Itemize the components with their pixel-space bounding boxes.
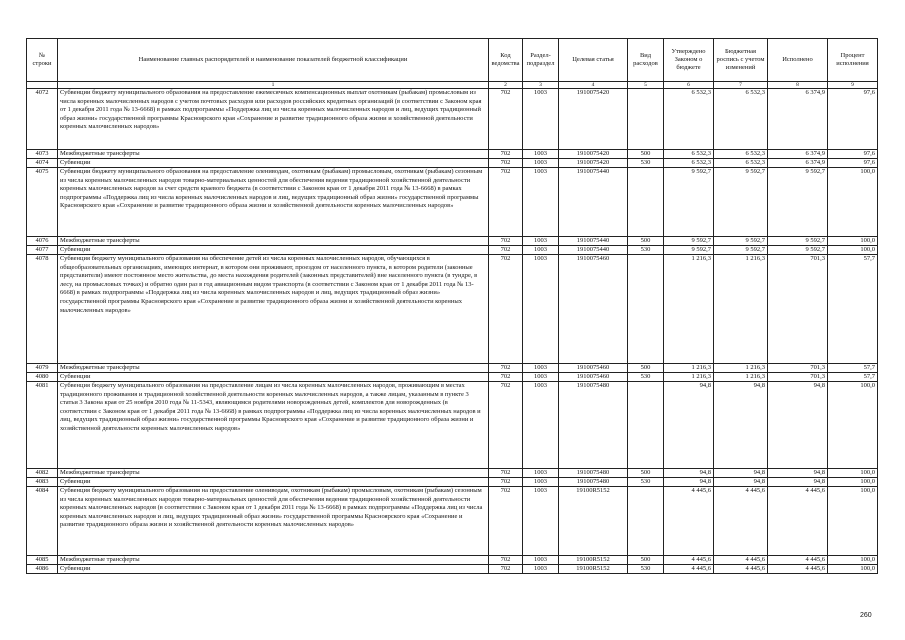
- row-number-cell: 4079: [27, 364, 58, 373]
- approved-amount-cell: 6 532,3: [664, 89, 714, 150]
- percent-cell: 100,0: [828, 382, 878, 469]
- department-code-cell: 702: [489, 556, 523, 565]
- table-row: [27, 89, 878, 150]
- department-code-cell: 702: [489, 364, 523, 373]
- percent-cell: 97,6: [828, 89, 878, 150]
- section-cell: 1003: [523, 565, 559, 574]
- approved-amount-cell: 4 445,6: [664, 565, 714, 574]
- row-name-cell: Межбюджетные трансферты: [58, 237, 489, 246]
- header-row: [27, 39, 878, 82]
- executed-amount-cell: 4 445,6: [768, 556, 828, 565]
- expense-type-cell: 500: [628, 237, 664, 246]
- budget-schedule-cell: 4 445,6: [714, 556, 768, 565]
- section-cell: 1003: [523, 556, 559, 565]
- target-article-cell: 1910075480: [559, 382, 628, 469]
- approved-amount-cell: 4 445,6: [664, 487, 714, 556]
- expense-type-cell: 530: [628, 565, 664, 574]
- column-header-expense-type: Вид расходов: [628, 39, 664, 82]
- department-code-cell: 702: [489, 469, 523, 478]
- budget-schedule-cell: 1 216,3: [714, 364, 768, 373]
- expense-type-cell: [628, 255, 664, 364]
- section-cell: 1003: [523, 89, 559, 150]
- section-cell: 1003: [523, 159, 559, 168]
- table-row: [27, 373, 878, 382]
- row-number-cell: 4080: [27, 373, 58, 382]
- target-article-cell: 1910075480: [559, 478, 628, 487]
- approved-amount-cell: 6 532,3: [664, 159, 714, 168]
- table-row: [27, 478, 878, 487]
- target-article-cell: 19100R5152: [559, 556, 628, 565]
- column-number: 2: [489, 82, 523, 89]
- row-name-cell: Субвенции: [58, 159, 489, 168]
- approved-amount-cell: 6 532,3: [664, 150, 714, 159]
- expense-type-cell: 530: [628, 478, 664, 487]
- column-header-target-article: Целевая статья: [559, 39, 628, 82]
- section-cell: 1003: [523, 364, 559, 373]
- row-number-cell: 4081: [27, 382, 58, 469]
- department-code-cell: 702: [489, 373, 523, 382]
- percent-cell: 100,0: [828, 168, 878, 237]
- department-code-cell: 702: [489, 89, 523, 150]
- percent-cell: 100,0: [828, 565, 878, 574]
- executed-amount-cell: 94,8: [768, 478, 828, 487]
- executed-amount-cell: 94,8: [768, 469, 828, 478]
- approved-amount-cell: 9 592,7: [664, 237, 714, 246]
- department-code-cell: 702: [489, 246, 523, 255]
- percent-cell: 100,0: [828, 487, 878, 556]
- column-number: [27, 82, 58, 89]
- percent-cell: 57,7: [828, 373, 878, 382]
- column-header-department-code: Код ведомства: [489, 39, 523, 82]
- column-number: 9: [828, 82, 878, 89]
- row-number-cell: 4086: [27, 565, 58, 574]
- expense-type-cell: 530: [628, 159, 664, 168]
- column-number-row: [27, 82, 878, 89]
- expense-type-cell: 500: [628, 150, 664, 159]
- row-name-cell: Межбюджетные трансферты: [58, 469, 489, 478]
- table-row: [27, 168, 878, 237]
- percent-cell: 100,0: [828, 246, 878, 255]
- section-cell: 1003: [523, 469, 559, 478]
- table-row: [27, 150, 878, 159]
- table-row: [27, 159, 878, 168]
- row-name-cell: Субвенции: [58, 478, 489, 487]
- column-header-executed: Исполнено: [768, 39, 828, 82]
- expense-type-cell: [628, 89, 664, 150]
- expense-type-cell: 500: [628, 556, 664, 565]
- executed-amount-cell: 701,3: [768, 364, 828, 373]
- row-number-cell: 4083: [27, 478, 58, 487]
- target-article-cell: 1910075420: [559, 150, 628, 159]
- budget-schedule-cell: 6 532,3: [714, 89, 768, 150]
- percent-cell: 57,7: [828, 364, 878, 373]
- budget-schedule-cell: 94,8: [714, 382, 768, 469]
- table-row: [27, 469, 878, 478]
- table-row: [27, 364, 878, 373]
- budget-schedule-cell: 1 216,3: [714, 373, 768, 382]
- section-cell: 1003: [523, 478, 559, 487]
- row-number-cell: 4077: [27, 246, 58, 255]
- row-name-cell: Субвенция бюджету муниципального образования на обеспечение детей из числа коренных малочисленных народов, обучающихся в общеобразовательных организациях, имеющих интернат, в котором они проживают, проездом от населенного пункта, в котором родители (законные представители) имеют постоянное место жительства, до места нахождения родителей (законных представителей) вне населенного пункта (в тундре, в лесу, на промысловых точках) и обратно один раз в год авиационным видом транспорта (в соответствии с Законом края от 1 декабря 2011 года № 13-6668) в рамках подпрограммы «Поддержка лиц из числа коренных малочисленных народов и лиц, ведущих традиционный образ жизни» государственной программы Красноярского края «Сохранение и развитие традиционного образа жизни и хозяйственной деятельности коренных малочисленных народов»: [58, 255, 489, 364]
- row-name-cell: Межбюджетные трансферты: [58, 556, 489, 565]
- budget-schedule-cell: 94,8: [714, 478, 768, 487]
- section-cell: 1003: [523, 237, 559, 246]
- percent-cell: 100,0: [828, 237, 878, 246]
- target-article-cell: 1910075460: [559, 373, 628, 382]
- executed-amount-cell: 94,8: [768, 382, 828, 469]
- row-number-cell: 4085: [27, 556, 58, 565]
- percent-cell: 100,0: [828, 478, 878, 487]
- budget-schedule-cell: 9 592,7: [714, 246, 768, 255]
- executed-amount-cell: 701,3: [768, 255, 828, 364]
- row-name-cell: Субвенция бюджету муниципального образования на предоставление лицам из числа коренных малочисленных народов, проживающим в местах традиционного проживания и традиционной хозяйственной деятельности коренных малочисленных народов, а также лицам, указанным в пункте 3 статьи 3 Закона края от 25 ноября 2010 года № 11-5343, являющимся родителями новорожденных детей, комплектов для новорожденных (в соответствии с Законом края от 1 декабря 2011 года № 13-6668) в рамках подпрограммы «Поддержка лиц из числа коренных малочисленных народов и лиц, ведущих традиционный образ жизни» государственной программы Красноярского края «Сохранение и развитие традиционного образа жизни и хозяйственной деятельности коренных малочисленных народов»: [58, 382, 489, 469]
- expense-type-cell: 500: [628, 364, 664, 373]
- budget-schedule-cell: 6 532,3: [714, 159, 768, 168]
- column-number: 8: [768, 82, 828, 89]
- row-number-cell: 4076: [27, 237, 58, 246]
- column-number: 1: [58, 82, 489, 89]
- row-name-cell: Межбюджетные трансферты: [58, 150, 489, 159]
- section-cell: 1003: [523, 487, 559, 556]
- row-number-cell: 4078: [27, 255, 58, 364]
- table-row: [27, 565, 878, 574]
- executed-amount-cell: 6 374,9: [768, 89, 828, 150]
- department-code-cell: 702: [489, 159, 523, 168]
- approved-amount-cell: 9 592,7: [664, 168, 714, 237]
- section-cell: 1003: [523, 382, 559, 469]
- column-header-budget-schedule: Бюджетная роспись с учетом изменений: [714, 39, 768, 82]
- approved-amount-cell: 4 445,6: [664, 556, 714, 565]
- budget-schedule-cell: 4 445,6: [714, 565, 768, 574]
- target-article-cell: 1910075480: [559, 469, 628, 478]
- target-article-cell: 1910075440: [559, 246, 628, 255]
- expense-type-cell: [628, 382, 664, 469]
- approved-amount-cell: 1 216,3: [664, 255, 714, 364]
- budget-schedule-cell: 1 216,3: [714, 255, 768, 364]
- department-code-cell: 702: [489, 255, 523, 364]
- approved-amount-cell: 9 592,7: [664, 246, 714, 255]
- percent-cell: 97,6: [828, 150, 878, 159]
- row-number-cell: 4073: [27, 150, 58, 159]
- section-cell: 1003: [523, 373, 559, 382]
- table-row: [27, 382, 878, 469]
- approved-amount-cell: 94,8: [664, 478, 714, 487]
- executed-amount-cell: 6 374,9: [768, 150, 828, 159]
- expense-type-cell: [628, 487, 664, 556]
- budget-schedule-cell: 9 592,7: [714, 237, 768, 246]
- table-row: [27, 487, 878, 556]
- table-row: [27, 237, 878, 246]
- row-number-cell: 4084: [27, 487, 58, 556]
- column-number: 6: [664, 82, 714, 89]
- executed-amount-cell: 701,3: [768, 373, 828, 382]
- percent-cell: 100,0: [828, 469, 878, 478]
- column-header-row-number: № строки: [27, 39, 58, 82]
- executed-amount-cell: 4 445,6: [768, 565, 828, 574]
- table-row: [27, 246, 878, 255]
- expense-type-cell: 500: [628, 469, 664, 478]
- budget-schedule-cell: 4 445,6: [714, 487, 768, 556]
- section-cell: 1003: [523, 150, 559, 159]
- column-header-percent: Процент исполнения: [828, 39, 878, 82]
- column-header-name: Наименование главных распорядителей и наименование показателей бюджетной классификации: [58, 39, 489, 82]
- percent-cell: 100,0: [828, 556, 878, 565]
- target-article-cell: 1910075420: [559, 89, 628, 150]
- column-number: 3: [523, 82, 559, 89]
- department-code-cell: 702: [489, 382, 523, 469]
- row-name-cell: Субвенции бюджету муниципального образования на предоставление ежемесячных компенсационных выплат охотникам (рыбакам) промысловым из числа коренных малочисленных народов с учетом почтовых расходов или расходов российских кредитных организаций (в соответствии с Законом края от 1 декабря 2011 года № 13-6668) в рамках подпрограммы «Поддержка лиц из числа коренных малочисленных народов и лиц, ведущих традиционный образ жизни» государственной программы Красноярского края «Сохранение и развитие традиционного образа жизни и хозяйственной деятельности коренных малочисленных народов»: [58, 89, 489, 150]
- row-name-cell: Субвенции бюджету муниципального образования на предоставление олениводам, охотникам (рыбакам) промысловым, охотникам (рыбакам) сезонным из числа коренных малочисленных народов товарно-материальных ценностей для обеспечения ведения традиционной хозяйственной деятельности коренных малочисленных народов за счет средств краевого бюджета (в соответствии с Законом края от 1 декабря 2011 года № 13-6668) в рамках подпрограммы «Поддержка лиц из числа коренных малочисленных народов и лиц, ведущих традиционный образ жизни» государственной программы Красноярского края «Сохранение и развитие традиционного образа жизни и хозяйственной деятельности коренных малочисленных народов»: [58, 168, 489, 237]
- approved-amount-cell: 1 216,3: [664, 373, 714, 382]
- department-code-cell: 702: [489, 168, 523, 237]
- budget-table: [26, 38, 878, 574]
- percent-cell: 57,7: [828, 255, 878, 364]
- executed-amount-cell: 9 592,7: [768, 237, 828, 246]
- section-cell: 1003: [523, 168, 559, 237]
- target-article-cell: 1910075460: [559, 364, 628, 373]
- budget-schedule-cell: 9 592,7: [714, 168, 768, 237]
- table-body: [27, 89, 878, 574]
- row-name-cell: Субвенции: [58, 565, 489, 574]
- approved-amount-cell: 94,8: [664, 469, 714, 478]
- row-name-cell: Межбюджетные трансферты: [58, 364, 489, 373]
- budget-schedule-cell: 94,8: [714, 469, 768, 478]
- budget-schedule-cell: 6 532,3: [714, 150, 768, 159]
- row-number-cell: 4082: [27, 469, 58, 478]
- table-row: [27, 255, 878, 364]
- percent-cell: 97,6: [828, 159, 878, 168]
- executed-amount-cell: 9 592,7: [768, 168, 828, 237]
- row-number-cell: 4075: [27, 168, 58, 237]
- department-code-cell: 702: [489, 487, 523, 556]
- column-number: 5: [628, 82, 664, 89]
- department-code-cell: 702: [489, 150, 523, 159]
- department-code-cell: 702: [489, 237, 523, 246]
- row-number-cell: 4074: [27, 159, 58, 168]
- row-name-cell: Субвенция бюджету муниципального образования на предоставление олениводам, охотникам (рыбакам) промысловым, охотникам (рыбакам) сезонным из числа коренных малочисленных народов товарно-материальных ценностей для обеспечения ведения традиционной хозяйственной деятельности коренных малочисленных народов (в соответствии с Законом края от 1 декабря 2011 года № 13-6668) в рамках подпрограммы «Поддержка лиц из числа коренных малочисленных народов и лиц, ведущих традиционный образ жизни» государственной программы Красноярского края «Сохранение и развитие традиционного образа жизни и хозяйственной деятельности коренных малочисленных народов»: [58, 487, 489, 556]
- expense-type-cell: [628, 168, 664, 237]
- section-cell: 1003: [523, 255, 559, 364]
- target-article-cell: 1910075440: [559, 168, 628, 237]
- expense-type-cell: 530: [628, 246, 664, 255]
- target-article-cell: 1910075440: [559, 237, 628, 246]
- executed-amount-cell: 6 374,9: [768, 159, 828, 168]
- row-name-cell: Субвенции: [58, 246, 489, 255]
- column-number: 4: [559, 82, 628, 89]
- department-code-cell: 702: [489, 478, 523, 487]
- target-article-cell: 19100R5152: [559, 565, 628, 574]
- target-article-cell: 1910075420: [559, 159, 628, 168]
- executed-amount-cell: 9 592,7: [768, 246, 828, 255]
- table-row: [27, 556, 878, 565]
- column-header-approved: Утверждено Законом о бюджете: [664, 39, 714, 82]
- department-code-cell: 702: [489, 565, 523, 574]
- target-article-cell: 1910075460: [559, 255, 628, 364]
- column-header-section: Раздел-подраздел: [523, 39, 559, 82]
- column-number: 7: [714, 82, 768, 89]
- row-number-cell: 4072: [27, 89, 58, 150]
- section-cell: 1003: [523, 246, 559, 255]
- executed-amount-cell: 4 445,6: [768, 487, 828, 556]
- target-article-cell: 19100R5152: [559, 487, 628, 556]
- approved-amount-cell: 1 216,3: [664, 364, 714, 373]
- approved-amount-cell: 94,8: [664, 382, 714, 469]
- row-name-cell: Субвенции: [58, 373, 489, 382]
- page-number: 260: [860, 612, 872, 619]
- expense-type-cell: 530: [628, 373, 664, 382]
